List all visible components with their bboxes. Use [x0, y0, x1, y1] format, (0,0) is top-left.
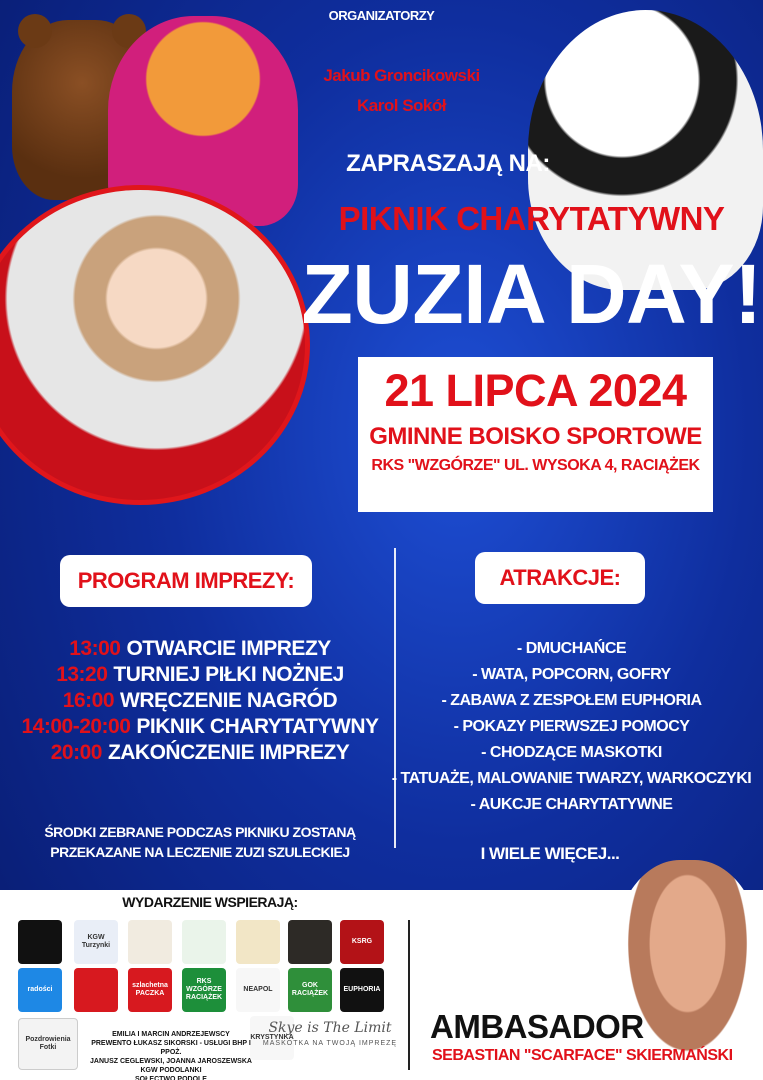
sponsor-logo-label: KSRG: [351, 938, 373, 945]
sponsor-logo: [182, 920, 226, 964]
program-text: PIKNIK CHARYTATYWNY: [136, 715, 379, 738]
funds-line: ŚRODKI ZEBRANE PODCZAS PIKNIKU ZOSTANĄ: [44, 824, 356, 840]
sponsor-logo: [340, 968, 384, 1012]
skye-logo: [250, 1020, 410, 1047]
sponsor-logo-label: KGW Turzynki: [81, 934, 111, 949]
sponsor-line: SOŁECTWO PODOLE: [135, 1076, 207, 1080]
sponsor-line: EMILIA I MARCIN ANDRZEJEWSCY: [112, 1031, 230, 1038]
program-item: [10, 662, 390, 688]
attraction-item: - WATA, POPCORN, GOFRY: [472, 666, 671, 683]
event-venue: GMINNE BOISKO SPORTOWE: [369, 423, 702, 450]
program-label: PROGRAM IMPREZY:: [60, 555, 312, 607]
sponsor-logo: [288, 968, 332, 1012]
sponsor-logo: [18, 920, 62, 964]
sponsor-logo: [236, 968, 280, 1012]
program-item: [10, 714, 390, 740]
attraction-item: - TATUAŻE, MALOWANIE TWARZY, WARKOCZYKI: [391, 770, 752, 787]
sponsor-logo: [288, 920, 332, 964]
attraction-item: - CHODZĄCE MASKOTKI: [481, 744, 662, 761]
sponsor-text: [82, 1030, 260, 1080]
program-time: 20:00: [50, 741, 102, 764]
event-info-box: [358, 357, 713, 512]
sponsor-logo: [340, 920, 384, 964]
skye-subtitle: MASKOTKA NA TWOJĄ IMPREZĘ: [262, 1040, 398, 1047]
sponsor-line: JANUSZ CEGLEWSKI, JOANNA JAROSZEWSKA: [90, 1058, 252, 1065]
sponsor-logo: [128, 968, 172, 1012]
program-list: [10, 636, 390, 766]
ambassador-label: AMBASADOR: [430, 1008, 644, 1045]
organizer-name: Karol Sokół: [357, 96, 446, 115]
program-text: OTWARCIE IMPREZY: [126, 637, 331, 660]
sponsor-logo: [182, 968, 226, 1012]
sponsor-logo-label: radości: [27, 986, 53, 993]
sponsor-logo-label: RKS WZGÓRZE RACIĄŻEK: [185, 978, 223, 1001]
skye-title: Skye is The Limit: [268, 1020, 392, 1036]
funds-note: [20, 822, 380, 862]
sponsor-logo-label: EUPHORIA: [343, 986, 381, 993]
sponsor-logo: [74, 968, 118, 1012]
program-time: 13:00: [69, 637, 121, 660]
event-address: RKS "WZGÓRZE" UL. WYSOKA 4, RACIĄŻEK: [371, 457, 700, 474]
sponsor-logo-label: Pozdrowienia Fotki: [25, 1036, 71, 1051]
program-time: 14:00-20:00: [21, 715, 131, 738]
attraction-item: - ZABAWA Z ZESPOŁEM EUPHORIA: [441, 692, 702, 709]
ambassador-name: SEBASTIAN "SCARFACE" SKIERMAŃSKI: [432, 1047, 733, 1064]
event-title: ZUZIA DAY!: [301, 247, 762, 341]
event-subtitle: PIKNIK CHARYTATYWNY: [338, 200, 725, 237]
attraction-item: - DMUCHAŃCE: [516, 640, 627, 657]
program-time: 13:20: [56, 663, 108, 686]
sponsor-logo: [18, 1018, 78, 1070]
organizers-heading: ORGANIZATORZY: [328, 8, 435, 23]
sponsor-logo: [74, 920, 118, 964]
sponsor-logo: [236, 920, 280, 964]
sponsor-logo-label: szlachetna PACZKA: [132, 982, 168, 997]
attractions-list: [380, 636, 763, 818]
program-text: TURNIEJ PIŁKI NOŻNEJ: [113, 663, 344, 686]
funds-line: PRZEKAZANE NA LECZENIE ZUZI SZULECKIEJ: [50, 844, 350, 860]
sponsors-heading: WYDARZENIE WSPIERAJĄ:: [122, 894, 298, 910]
organizer-name: Jakub Groncikowski: [323, 66, 480, 85]
sponsor-logo-label: NEAPOL: [243, 986, 273, 993]
invite-text: ZAPRASZAJĄ NA:: [346, 150, 550, 177]
attraction-item: - POKAZY PIERWSZEJ POMOCY: [453, 718, 690, 735]
program-time: 16:00: [62, 689, 115, 712]
program-item: [10, 636, 390, 662]
attraction-item: - AUKCJE CHARYTATYWNE: [470, 796, 673, 813]
sponsor-line: PREWENTO ŁUKASZ SIKORSKI - USŁUGI BHP I PPOŻ.: [91, 1040, 251, 1056]
sponsor-logo: [18, 968, 62, 1012]
sponsor-logo-label: GOK RACIĄŻEK: [291, 982, 329, 997]
program-item: [10, 688, 390, 714]
program-item: [10, 740, 390, 766]
program-text: ZAKOŃCZENIE IMPREZY: [107, 741, 350, 764]
sponsor-logo-label: KRYSTYNKA: [250, 1034, 294, 1041]
more-text: I WIELE WIĘCEJ...: [480, 844, 620, 863]
sponsor-divider: [408, 920, 410, 1070]
girl-photo: [0, 185, 310, 505]
sponsor-line: KGW PODOLANKI: [140, 1067, 202, 1074]
sponsor-logo: [128, 920, 172, 964]
attractions-label: ATRAKCJE:: [475, 552, 645, 604]
event-date: 21 LIPCA 2024: [384, 365, 687, 416]
program-text: WRĘCZENIE NAGRÓD: [120, 689, 338, 712]
